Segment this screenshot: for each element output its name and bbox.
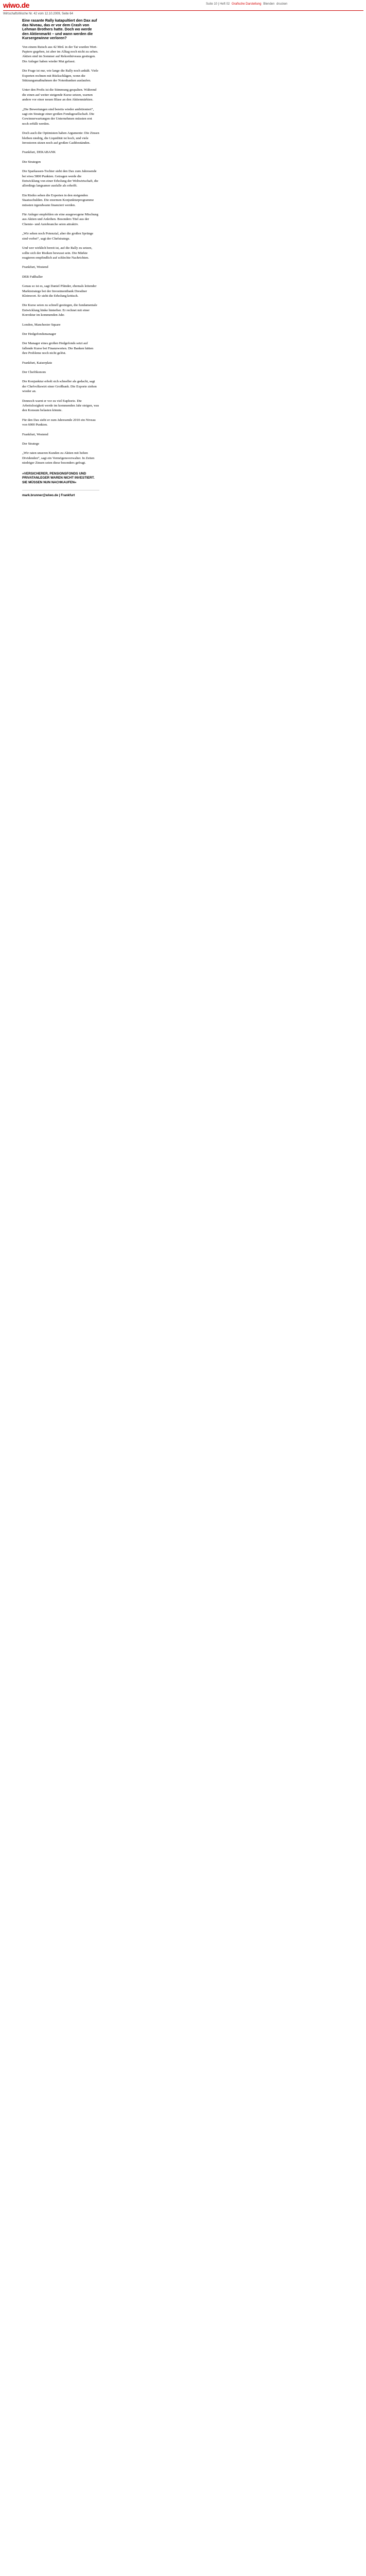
article bbox=[22, 19, 99, 498]
location-line: London, Manchester Square bbox=[22, 323, 61, 327]
paragraph: Für Anleger empfehlen sie eine ausgewogene Mischung aus Aktien und Anleihen. Besonders Titel aus der Chemie- und Autobranche seien attraktiv. bbox=[22, 213, 98, 226]
article-column-2 bbox=[22, 150, 99, 241]
breadcrumb: WirtschaftsWoche Nr. 42 vom 12.10.2009, Seite 64 bbox=[3, 12, 73, 15]
nav-item-print[interactable]: drucken bbox=[276, 3, 288, 6]
paragraph: Die Sparkassen-Tochter sieht den Dax zum Jahresende bei etwa 5800 Punkten. Getragen werde die Entwicklung von einer Erholung der Weltwirtschaft, die allerdings langsamer ausfalle als erhofft. bbox=[22, 170, 98, 188]
section-heading: Der Hedgefondsmanager bbox=[22, 332, 57, 336]
paragraph: Die Konjunktur erholt sich schneller als gedacht, sagt der Chefvolkswirt einer Großbank. Die Exporte ziehen wieder an. bbox=[22, 380, 97, 394]
site-logo[interactable]: wiwo.de bbox=[3, 1, 29, 9]
section-heading: Der Stratege bbox=[22, 442, 40, 446]
paragraph: Für den Dax sieht er zum Jahresende 2010 ein Niveau von 6000 Punkten. bbox=[22, 418, 96, 427]
paragraph: Die Kurse seien zu schnell gestiegen, die fundamentale Entwicklung hinke hinterher. Er rechnet mit einer Korrektur im kommenden Jahr. bbox=[22, 303, 97, 317]
paragraph: Und wer wirklich bereit ist, auf die Rally zu setzen, sollte sich der Risiken bewusst sein. Die Märkte reagieren empfindlich auf schlechte Nachrichten. bbox=[22, 246, 93, 260]
section-heading: Der Chefökonom bbox=[22, 370, 46, 374]
paragraph: Ein Risiko sehen die Experten in den steigenden Staatsschulden. Die enormen Konjunkturprogramme müssten irgendwann finanziert werden. bbox=[22, 193, 94, 207]
location-line: Frankfurt, Kaiserplatz bbox=[22, 361, 53, 365]
location-line: Frankfurt, DEKABANK bbox=[22, 150, 56, 155]
section-heading: DER Fußballer bbox=[22, 275, 43, 279]
page-header bbox=[0, 0, 366, 10]
paragraph: Unter den Profis ist die Stimmung gespalten. Während die einen auf weiter steigende Kurse setzen, warnen andere vor einer neuen Blase an den Aktienmärkten. bbox=[22, 88, 97, 102]
paragraph: Der Manager eines großen Hedgefonds setzt auf fallende Kurse bei Finanzwerten. Die Banken hätten ihre Probleme noch nicht gelöst. bbox=[22, 342, 94, 355]
top-navigation bbox=[206, 3, 288, 6]
paragraph: Genau so ist es, sagt Daniel Pfänder, ehemals leitender Marktstratege bei der Investmentbank Dresdner Kleinwort. Er sieht die Erholung kritisch. bbox=[22, 284, 97, 298]
paragraph: Von einem Rutsch aus 42 Mrd. in der Tat wurden Wert-Papiere gegeben, ist aber im Alltag noch nicht zu sehen. Aktien sind im Sommer auf Rekordniveaus gestiegen. Die Anleger haben wieder Mut gefasst. bbox=[22, 45, 98, 63]
nav-item-blend[interactable]: Blenden bbox=[263, 3, 275, 6]
article-column-3 bbox=[22, 246, 99, 356]
author-email[interactable]: mark.brunner@wiwo.de | Frankfurt bbox=[22, 494, 75, 498]
section-heading: Die Strategen bbox=[22, 160, 41, 164]
nav-item-issue[interactable]: Suite 10 | Heft 02 bbox=[206, 3, 230, 6]
paragraph: Dennoch warnt er vor zu viel Euphorie. Die Arbeitslosigkeit werde im kommenden Jahr steigen, was den Konsum belasten könnte. bbox=[22, 399, 99, 413]
paragraph: „Wir sehen noch Potenzial, aber die großen Sprünge sind vorbei“, sagt der Chefstratege. bbox=[22, 232, 94, 241]
pull-quote: »VERSICHERER, PENSIONSFONDS UND PRIVATANLEGER WAREN NICHT INVESTIERT. SIE MÜSSEN NUN NACHKAUFEN« bbox=[22, 471, 95, 484]
paragraph: „Die Bewertungen sind bereits wieder ambitioniert“, sagt ein Stratege einer großen Fondsgesellschaft. Die Gewinnerwartungen der Unternehmen müssten erst noch erfüllt werden. bbox=[22, 107, 95, 126]
paragraph: Die Frage ist nur, wie lange die Rally noch anhält. Viele Experten rechnen mit Rückschlägen, wenn die Stützungsmaßnahmen der Notenbanken auslaufen. bbox=[22, 69, 98, 82]
location-line: Frankfurt, Westend bbox=[22, 265, 48, 269]
location-line: Frankfurt, Westend bbox=[22, 432, 48, 436]
article-column-1 bbox=[22, 45, 99, 146]
paragraph: „Wir raten unseren Kunden zu Aktien mit hohen Dividenden“, sagt ein Vermögensverwalter. In Zeiten niedriger Zinsen seien diese besonders gefragt. bbox=[22, 451, 95, 465]
header-divider bbox=[3, 10, 363, 11]
nav-item-graphic[interactable]: Grafische Darstellung bbox=[231, 3, 262, 6]
article-column-4 bbox=[22, 361, 99, 466]
article-headline: Eine rasante Rally katapultiert den Dax auf das Niveau, das er vor dem Crash von Lehman Brothers hatte. Doch wo werde den Aktienmarkt – und wann werden die Kursergewinne verloren? bbox=[22, 18, 97, 40]
paragraph: Doch auch die Optimisten haben Argumente: Die Zinsen bleiben niedrig, die Liquidität ist hoch, und viele Investoren sitzen noch auf großen Cashbeständen. bbox=[22, 131, 99, 145]
